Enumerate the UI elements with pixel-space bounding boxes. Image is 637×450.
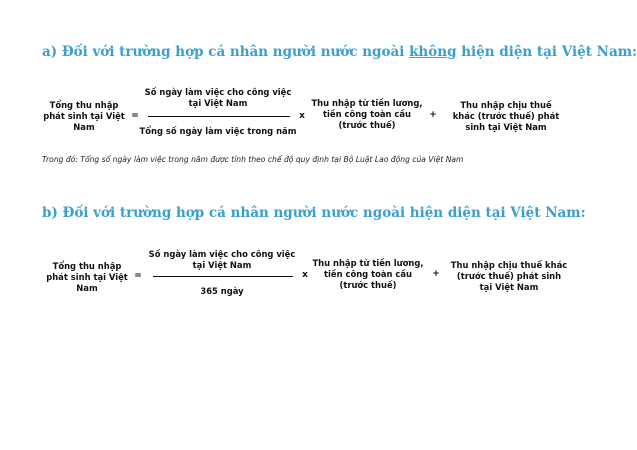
- section-b-equals: =: [134, 271, 142, 281]
- section-a-heading-post: hiện diện tại Việt Nam:: [456, 44, 637, 60]
- section-b-heading: b) Đối với trường hợp cá nhân người nước ngoài hiện diện tại Việt Nam:: [42, 205, 586, 221]
- section-a-heading-pre: a) Đối với trường hợp cá nhân người nước ngoài: [42, 44, 410, 60]
- section-b-lhs: Tổng thu nhập phát sinh tại Việt Nam: [46, 261, 128, 293]
- section-b-plus: +: [432, 269, 440, 279]
- section-b-times: x: [302, 270, 308, 280]
- section-b-fraction-line: [153, 276, 293, 277]
- section-a-times: x: [299, 111, 305, 121]
- section-a-lhs: Tổng thu nhập phát sinh tại Việt Nam: [43, 100, 125, 132]
- section-a-fraction-line: [148, 116, 290, 117]
- section-a-plus: +: [429, 110, 437, 120]
- section-b-other-income: Thu nhập chịu thuế khác (trước thuế) phát sinh tại Việt Nam: [450, 260, 568, 292]
- section-b-numerator: Số ngày làm việc cho công việc tại Việt Nam: [148, 249, 296, 270]
- section-a-heading: [42, 44, 637, 60]
- section-a-other-income: Thu nhập chịu thuế khác (trước thuế) phát sinh tại Việt Nam: [452, 100, 560, 132]
- section-b-income-global: Thu nhập từ tiền lương, tiền công toàn cầu (trước thuế): [312, 258, 424, 290]
- section-a-denominator: Tổng số ngày làm việc trong năm: [139, 126, 297, 136]
- section-a-equals: =: [131, 111, 139, 121]
- section-b-denominator: 365 ngày: [200, 286, 244, 296]
- section-a-heading-emphasis: không: [409, 44, 457, 60]
- section-a-income-global: Thu nhập từ tiền lương, tiền công toàn cầu (trước thuế): [311, 98, 423, 130]
- section-a-note: Trong đó: Tổng số ngày làm việc trong năm được tính theo chế độ quy định tại Bộ Luật Lao động của Việt Nam: [42, 155, 464, 164]
- section-a-numerator: Số ngày làm việc cho công việc tại Việt Nam: [144, 87, 292, 108]
